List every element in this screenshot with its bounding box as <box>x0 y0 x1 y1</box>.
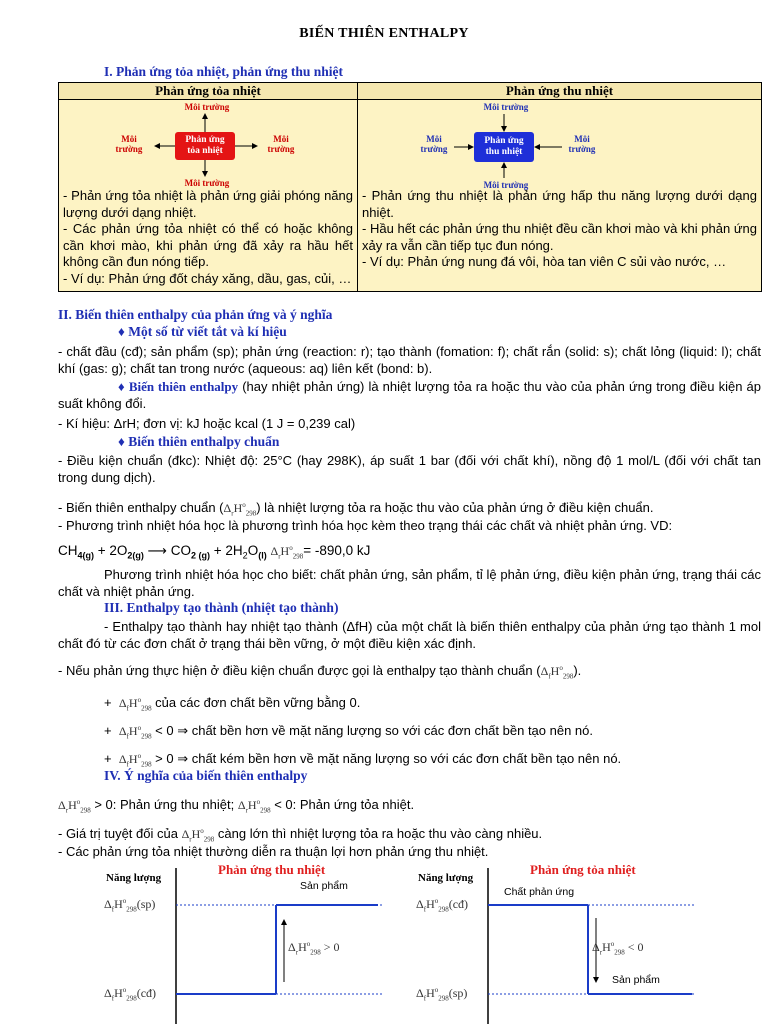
column-header-exothermic: Phản ứng tỏa nhiệt <box>59 83 358 100</box>
product-enthalpy-label: $\Delta_fH^o_{298}(sp)$ <box>416 986 468 1003</box>
delta-r-h298-symbol: $\Delta_rH^o_{298}$ <box>223 501 257 518</box>
exothermic-cell <box>59 100 358 292</box>
exo-text-1: - Phản ứng tỏa nhiệt là phản ứng giải phóng năng lượng dưới dạng nhiệt. <box>63 188 353 220</box>
subheading-enthalpy: ♦ Biến thiên enthalpy <box>118 379 239 394</box>
subheading-standard-enthalpy: ♦ Biến thiên enthalpy chuẩn <box>118 434 280 449</box>
formation-enthalpy-definition: - Enthalpy tạo thành hay nhiệt tạo thành (ΔfH) của một chất là biến thiên enthalpy của phản ứng tạo thành 1 mol chất đó từ các đơn chất ở trạng thái bền vững, ở một điều kiện xác định. <box>58 619 761 652</box>
delta-r-h298-symbol: $\Delta_rH^o_{298}$ <box>270 544 304 561</box>
exo-text-2: - Các phản ứng tỏa nhiệt có thể có hoặc không cần khơi mào, khi phản ứng đã xảy ra hầu hết không cần đun nóng tiếp. <box>63 221 353 269</box>
env-label-right: Môi trường <box>568 134 596 154</box>
symbol-unit-line: - Kí hiệu: ΔrH; đơn vị: kJ hoặc kcal (1 J = 0,239 cal) <box>58 416 356 431</box>
text-part: - Nếu phản ứng thực hiện ở điều kiện chuẩn được gọi là enthalpy tạo thành chuẩn ( <box>58 663 541 678</box>
endo-text-2: - Hầu hết các phản ứng thu nhiệt đều cần khơi mào và khi phản ứng xảy ra vẫn cần tiếp tục đun nóng. <box>362 221 757 253</box>
delta-f-h298-symbol: $\Delta_fH^o_{298}$ <box>118 724 152 741</box>
formation-bullet-3: + $\Delta_fH^o_{298} > 0$ ⇒ chất kém bền hơn về mặt năng lượng so với các đơn chất bền tạo nên nó. <box>104 751 622 769</box>
delta-f-h298-symbol: $\Delta_fH^o_{298}$ <box>540 664 574 681</box>
endo-text-1: - Phản ứng thu nhiệt là phản ứng hấp thu năng lượng dưới dạng nhiệt. <box>362 188 757 220</box>
env-label-bottom: Môi trường <box>483 180 529 190</box>
comparison-table <box>58 82 762 292</box>
lt-zero: < 0 <box>627 940 644 954</box>
delta-f-h298-symbol: $\Delta_fH^o_{298}$ <box>118 752 152 769</box>
column-header-endothermic: Phản ứng thu nhiệt <box>358 83 762 100</box>
env-label-top: Môi trường <box>184 102 230 112</box>
reactant-enthalpy-label: $\Delta_fH^o_{298}(cđ)$ <box>104 986 157 1003</box>
exo-text-3: - Ví dụ: Phản ứng đốt cháy xăng, dầu, gas, củi, … <box>63 270 352 286</box>
reactant-enthalpy-label: $\Delta_fH^o_{298}(cđ)$ <box>416 897 469 914</box>
section-1-heading: I. Phản ứng tỏa nhiệt, phản ứng thu nhiệt <box>104 64 344 79</box>
gt-zero: > 0 <box>323 940 340 954</box>
cd-label: (cđ) <box>136 986 157 1000</box>
product-label: Sản phẩm <box>300 880 348 892</box>
formation-bullet-2: + $\Delta_fH^o_{298} < 0$ ⇒ chất bền hơn về mặt năng lượng so với các đơn chất bền tạo nên nó. <box>104 723 593 741</box>
energy-axis-label: Năng lượng <box>418 872 474 884</box>
delta-h-negative-label: $\Delta_rH^o_{298} < 0$ <box>592 940 644 957</box>
page-title: BIẾN THIÊN ENTHALPY <box>299 26 469 41</box>
exothermic-diagram-title: Phản ứng tỏa nhiệt <box>530 862 636 877</box>
reactant-label: Chất phản ứng <box>504 886 575 898</box>
sign-meaning <box>58 794 761 820</box>
env-label-left: Môi trường <box>115 134 143 154</box>
text-part: < 0 ⇒ chất bền hơn về mặt năng lượng so với các đơn chất bền tạo nên nó. <box>151 723 593 738</box>
standard-conditions: - Điều kiện chuẩn (đkc): Nhiệt độ: 25°C (hay 298K), áp suất 1 bar (đối với chất khí), nồng độ 1 mol/L (đối với chất tan trong dung dịch). <box>58 453 761 486</box>
delta-h-positive-label: $\Delta_rH^o_{298} > 0$ <box>288 940 340 957</box>
standard-formation-enthalpy <box>58 660 761 686</box>
text-part: của các đơn chất bền vững bằng 0. <box>151 695 361 710</box>
equation-meaning: Phương trình nhiệt hóa học cho biết: chất phản ứng, sản phẩm, tỉ lệ phản ứng, điều kiện phản ứng, trạng thái các chất và nhiệt phản ứng. <box>58 567 761 600</box>
enthalpy-definition-text: (hay nhiệt phản ứng) là nhiệt lượng tỏa ra hoặc thu vào của phản ứng trong điều kiện áp suất không đổi. <box>58 379 761 412</box>
text-part: > 0: Phản ứng thu nhiệt; <box>90 797 238 812</box>
exothermic-reaction-box: Phản ứng tỏa nhiệt <box>175 132 235 160</box>
env-label-left: Môi trường <box>420 134 448 154</box>
formation-bullet-1: + $\Delta_fH^o_{298}$ của các đơn chất bền vững bằng 0. <box>104 695 361 713</box>
sp-label: (sp) <box>136 897 156 911</box>
thermochemical-equation-definition: - Phương trình nhiệt hóa học là phương trình hóa học kèm theo trạng thái các chất và nhiệt phản ứng. VD: <box>58 518 673 533</box>
delta-r-h298-symbol: $\Delta_rH^o_{298}$ <box>58 798 91 815</box>
text-part: - Biến thiên enthalpy chuẩn ( <box>58 500 224 515</box>
endothermic-description <box>358 188 761 275</box>
text-part: ). <box>573 663 582 678</box>
section-2-heading: II. Biến thiên enthalpy của phản ứng và ý nghĩa <box>58 307 333 322</box>
exothermic-favorable: - Các phản ứng tỏa nhiệt thường diễn ra thuận lợi hơn phản ứng thu nhiệt. <box>58 844 489 859</box>
section-3-heading: III. Enthalpy tạo thành (nhiệt tạo thành) <box>104 600 339 615</box>
text-part: càng lớn thì nhiệt lượng tỏa ra hoặc thu vào càng nhiều. <box>214 826 543 841</box>
abbreviations-paragraph: - chất đầu (cđ); sản phẩm (sp); phản ứng (reaction: r); tạo thành (fomation: f); chất rắn (solid: s); chất lỏng (liquid: l); chất khí (gas: g); chất tan trong nước (aqueous: aq) liên kết (bond: b). <box>58 344 761 377</box>
exothermic-diagram <box>59 100 357 188</box>
endothermic-diagram-title: Phản ứng thu nhiệt <box>218 862 326 877</box>
methane-combustion-equation: $CH_{4(g)} + 2O_{2(g)}$ ⟶ $CO_{2 (g)} + 2H_2O_{(l)}$ $\Delta_rH^o_{298}= -890,0$ kJ <box>58 543 371 561</box>
env-label-bottom: Môi trường <box>184 178 230 188</box>
delta-r-h298-symbol: $\Delta_rH^o_{298}$ <box>237 798 271 815</box>
exothermic-energy-diagram <box>412 860 702 1024</box>
env-label-right: Môi trường <box>267 134 295 154</box>
exothermic-arrows <box>59 100 357 188</box>
exothermic-description <box>59 188 357 291</box>
product-enthalpy-label: $\Delta_fH^o_{298}(sp)$ <box>104 897 156 914</box>
endothermic-energy-diagram <box>100 860 390 1024</box>
text-part: - Giá trị tuyệt đối của <box>58 826 182 841</box>
text-part: > 0 ⇒ chất kém bền hơn về mặt năng lượng so với các đơn chất bền tạo nên nó. <box>151 751 622 766</box>
delta-f-h298-symbol: $\Delta_fH^o_{298}$ <box>118 696 152 713</box>
sp-label: (sp) <box>448 986 468 1000</box>
delta-r-h298-symbol: $\Delta_rH^o_{298}$ <box>181 827 215 844</box>
enthalpy-definition <box>58 378 761 412</box>
endo-text-3: - Ví dụ: Phản ứng nung đá vôi, hòa tan viên C sủi vào nước, … <box>362 254 727 269</box>
subheading-abbreviations: ♦ Một số từ viết tắt và kí hiệu <box>118 324 287 339</box>
text-part: < 0: Phản ứng tỏa nhiệt. <box>270 797 415 812</box>
endothermic-reaction-box: Phản ứng thu nhiệt <box>474 132 534 162</box>
env-label-top: Môi trường <box>483 102 529 112</box>
text-part: ) là nhiệt lượng tỏa ra hoặc thu vào của phản ứng ở điều kiện chuẩn. <box>256 500 654 515</box>
endothermic-cell <box>358 100 762 292</box>
endothermic-arrows <box>358 100 758 188</box>
section-4-heading: IV. Ý nghĩa của biến thiên enthalpy <box>104 768 308 783</box>
enthalpy-value: = -890,0 kJ <box>303 543 371 558</box>
cd-label: (cđ) <box>448 897 469 911</box>
energy-axis-label: Năng lượng <box>106 872 162 884</box>
endothermic-diagram <box>358 100 761 188</box>
product-label: Sản phẩm <box>612 974 660 986</box>
